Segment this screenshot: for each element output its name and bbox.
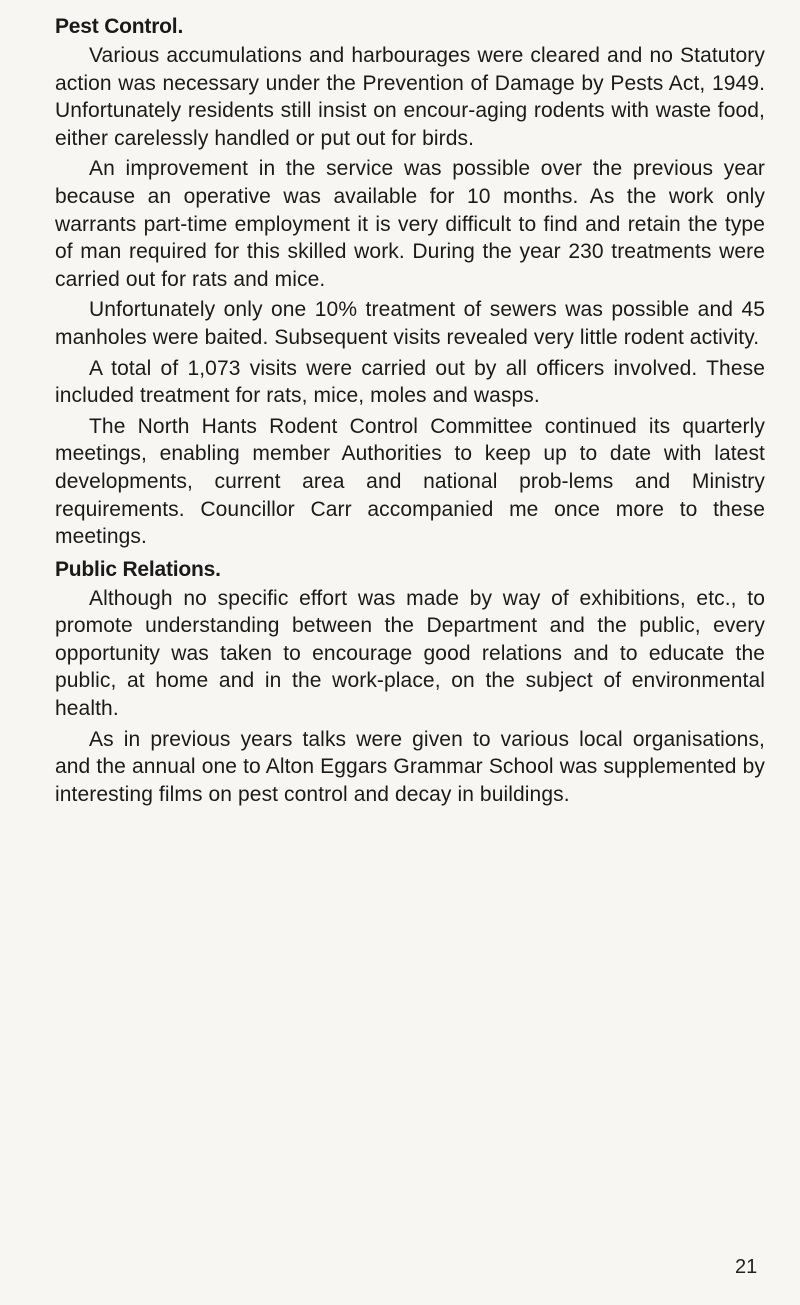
paragraph: The North Hants Rodent Control Committee continued its quarterly meetings, enabling member Authorities to keep up to date with latest developments, current area and national prob-lems and Ministry requirements. Councillor Carr accompanied me once more to these meetings. (55, 414, 765, 549)
paragraph: Unfortunately only one 10% treatment of sewers was possible and 45 manholes were baited. Subsequent visits revealed very little rodent activity. (55, 298, 765, 349)
paragraph: Various accumulations and harbourages were cleared and no Statutory action was necessary under the Prevention of Damage by Pests Act, 1949. Unfortunately residents still insist on encour-aging rodents with waste food, either carelessly handled or put out for birds. (55, 44, 765, 150)
section-pest-control (55, 12, 765, 551)
section-heading: Pest Control. (55, 15, 184, 38)
paragraph: An improvement in the service was possible over the previous year because an operative was available for 10 months. As the work only warrants part-time employment it is very difficult to find and retain the type of man required for this skilled work. During the year 230 treatments were carried out for rats and mice. (55, 157, 765, 291)
paragraph: Although no specific effort was made by way of exhibitions, etc., to promote understanding between the Department and the public, every opportunity was taken to encourage good relations and to educate the public, at home and in the work-place, on the subject of environmental health. (55, 586, 765, 721)
section-heading: Public Relations. (55, 557, 221, 581)
document-page (55, 12, 765, 808)
paragraph: A total of 1,073 visits were carried out by all officers involved. These included treatment for rats, mice, moles and wasps. (55, 356, 765, 408)
section-public-relations (55, 555, 765, 809)
paragraph: As in previous years talks were given to various local organisations, and the annual one to Alton Eggars Grammar School was supplemented by interesting films on pest control and decay in buildings. (55, 727, 765, 806)
page-number: 21 (735, 1256, 758, 1278)
